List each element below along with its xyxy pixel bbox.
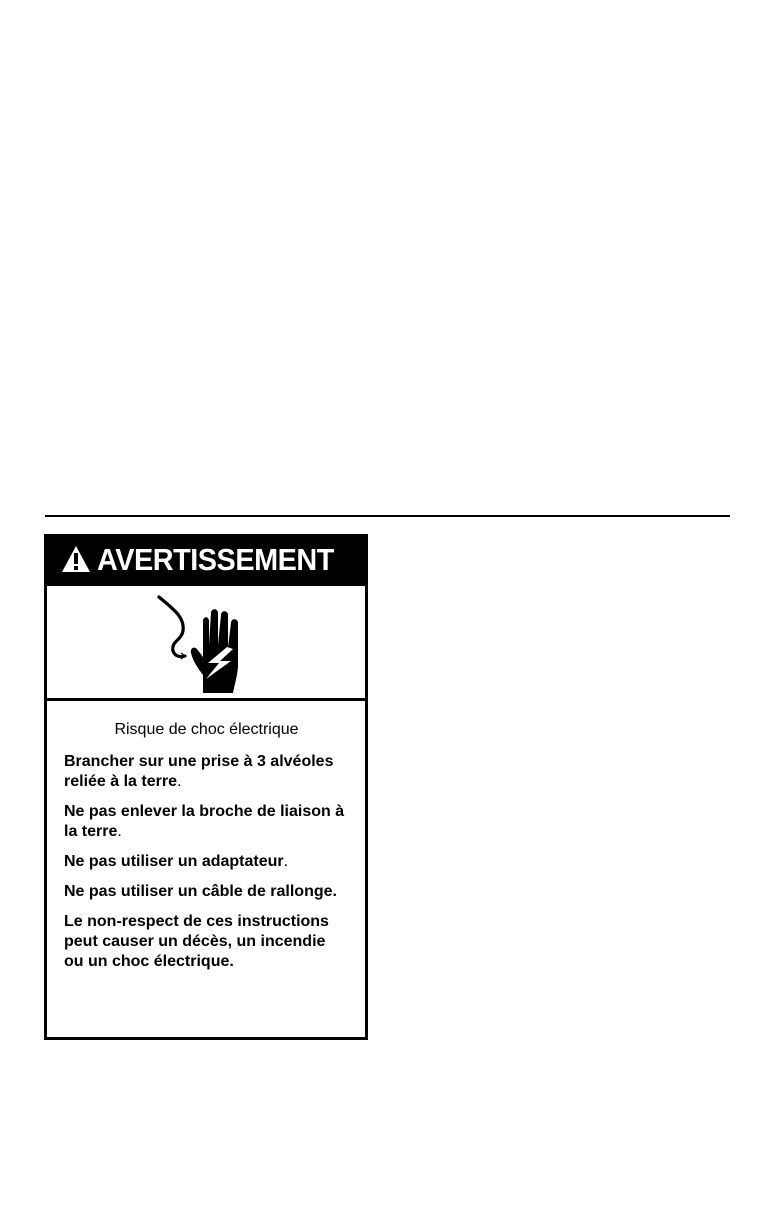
instruction-item: Ne pas utiliser un adaptateur.: [64, 853, 289, 870]
warning-triangle-icon: [61, 545, 91, 573]
hazard-symbol-panel: [47, 584, 365, 701]
instruction-item: Ne pas enlever la broche de liaison à la terre.: [64, 803, 345, 840]
warning-title: AVERTISSEMENT: [96, 541, 334, 577]
section-divider: [45, 515, 730, 517]
warning-header: [47, 537, 365, 584]
warning-body: [47, 701, 365, 972]
electric-shock-hand-icon: [151, 587, 261, 697]
instruction-item: Ne pas utiliser un câble de rallonge.: [64, 883, 337, 900]
instruction-item: Le non-respect de ces instructions peut causer un décès, un incendie ou un choc électrique.: [64, 913, 329, 970]
instruction-item: Brancher sur une prise à 3 alvéoles reliée à la terre.: [64, 753, 334, 790]
warning-label: [44, 534, 368, 1040]
hazard-heading: Risque de choc électrique: [114, 721, 299, 738]
